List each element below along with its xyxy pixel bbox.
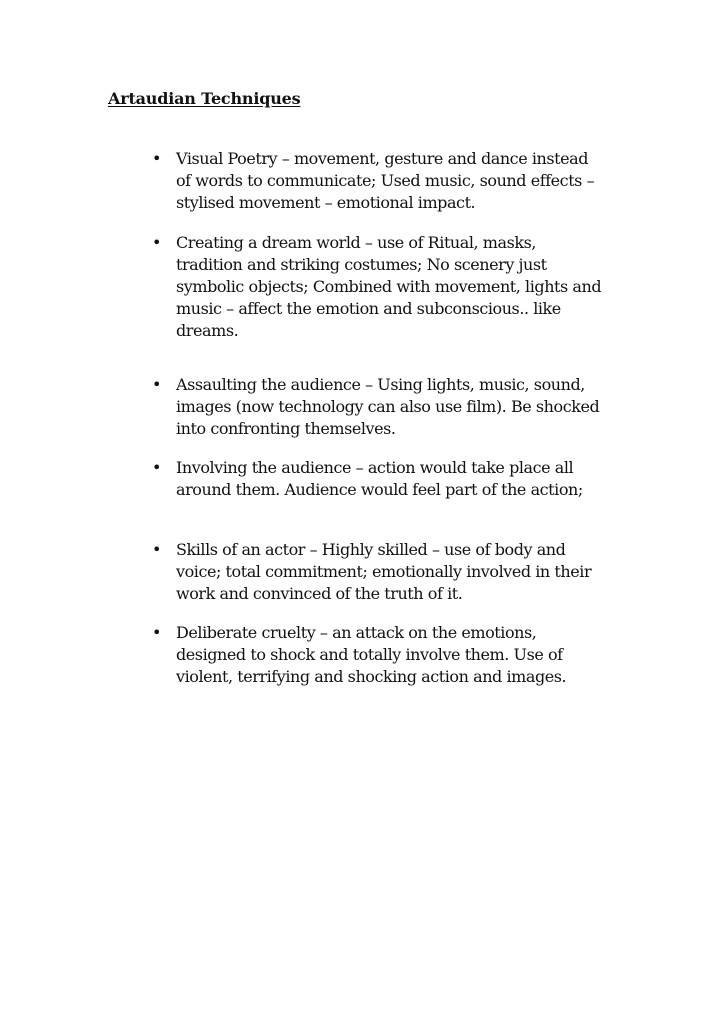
text-line: stylised movement – emotional impact. (176, 193, 476, 212)
bullet-icon: • (152, 623, 162, 642)
text-line: Visual Poetry – movement, gesture and dance instead (176, 149, 589, 168)
bullet-icon: • (152, 375, 162, 394)
text-line: of words to communicate; Used music, sound effects – (176, 171, 595, 190)
text-line: Assaulting the audience – Using lights, music, sound, (176, 375, 585, 394)
bullet-text (176, 148, 624, 214)
text-line: tradition and striking costumes; No scenery just (176, 255, 547, 274)
document-title: Artaudian Techniques (108, 89, 301, 108)
bullet-text (176, 232, 624, 342)
bullet-text (176, 457, 624, 501)
bullet-icon: • (152, 233, 162, 252)
text-line: Involving the audience – action would take place all (176, 458, 574, 477)
text-line: Creating a dream world – use of Ritual, masks, (176, 233, 537, 252)
text-line: designed to shock and totally involve them. Use of (176, 645, 563, 664)
bullet-text (176, 622, 624, 688)
text-line: around them. Audience would feel part of the action; (176, 480, 583, 499)
text-line: images (now technology can also use film). Be shocked (176, 397, 600, 416)
text-line: work and convinced of the truth of it. (176, 584, 463, 603)
text-line: dreams. (176, 321, 239, 340)
text-line: voice; total commitment; emotionally involved in their (176, 562, 592, 581)
text-line: Deliberate cruelty – an attack on the emotions, (176, 623, 537, 642)
bullet-icon: • (152, 149, 162, 168)
bullet-text (176, 539, 624, 605)
text-line: into confronting themselves. (176, 419, 396, 438)
text-line: symbolic objects; Combined with movement, lights and (176, 277, 602, 296)
text-line: violent, terrifying and shocking action and images. (176, 667, 567, 686)
bullet-icon: • (152, 458, 162, 477)
text-line: music – affect the emotion and subconscious.. like (176, 299, 561, 318)
bullet-text (176, 374, 624, 440)
text-line: Skills of an actor – Highly skilled – use of body and (176, 540, 566, 559)
bullet-icon: • (152, 540, 162, 559)
